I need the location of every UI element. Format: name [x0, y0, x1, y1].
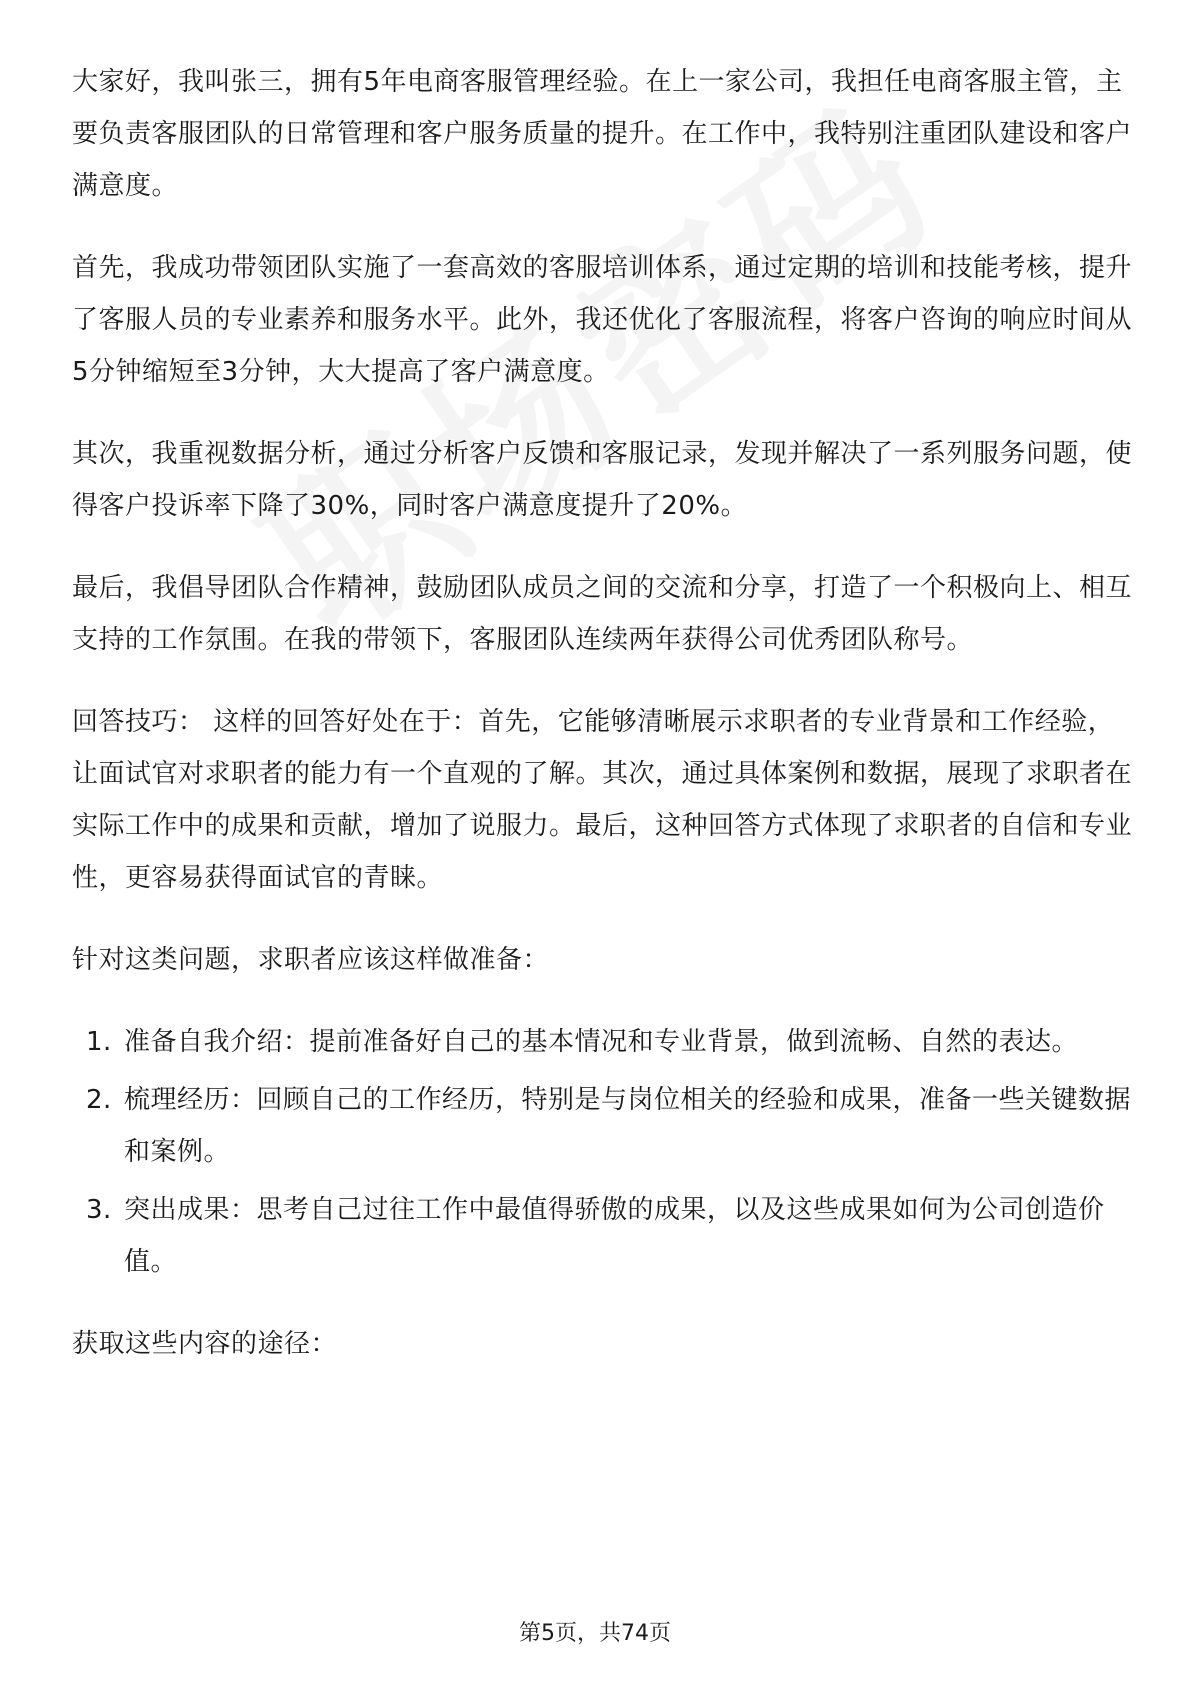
list-item — [72, 1016, 1132, 1068]
document-body — [72, 56, 1132, 1400]
page-footer: 第5页，共74页 — [519, 1621, 671, 1646]
list-number: 1. — [86, 1027, 112, 1057]
paragraph-preparation-heading: 针对这类问题，求职者应该这样做准备： — [72, 945, 550, 975]
list-item — [72, 1074, 1132, 1178]
paragraph-finally: 最后，我倡导团队合作精神，鼓励团队成员之间的交流和分享，打造了一个积极向上、相互支持的工作氛围。在我的带领下，客服团队连续两年获得公司优秀团队称号。 — [72, 573, 1133, 655]
paragraph-intro: 大家好，我叫张三，拥有5年电商客服管理经验。在上一家公司，我担任电商客服主管，主要负责客服团队的日常管理和客户服务质量的提升。在工作中，我特别注重团队建设和客户满意度。 — [72, 67, 1133, 201]
list-item — [72, 1184, 1132, 1288]
list-number: 3. — [86, 1195, 112, 1225]
list-item-text: 准备自我介绍：提前准备好自己的基本情况和专业背景，做到流畅、自然的表达。 — [124, 1027, 1079, 1057]
list-item-text: 梳理经历：回顾自己的工作经历，特别是与岗位相关的经验和成果，准备一些关键数据和案例。 — [124, 1085, 1132, 1167]
paragraph-second: 其次，我重视数据分析，通过分析客户反馈和客服记录，发现并解决了一系列服务问题，使得客户投诉率下降了30%，同时客户满意度提升了20%。 — [72, 439, 1133, 521]
paragraph-answer-tips: 回答技巧： 这样的回答好处在于：首先，它能够清晰展示求职者的专业背景和工作经验，让面试官对求职者的能力有一个直观的了解。其次，通过具体案例和数据，展现了求职者在实际工作中的成果和贡献，增加了说服力。最后，这种回答方式体现了求职者的自信和专业性，更容易获得面试官的青睐。 — [72, 707, 1133, 893]
preparation-list — [72, 1016, 1132, 1288]
paragraph-closing: 获取这些内容的途径： — [72, 1329, 338, 1359]
paragraph-first: 首先，我成功带领团队实施了一套高效的客服培训体系，通过定期的培训和技能考核，提升了客服人员的专业素养和服务水平。此外，我还优化了客服流程，将客户咨询的响应时间从5分钟缩短至3分钟，大大提高了客户满意度。 — [72, 253, 1133, 387]
list-item-text: 突出成果：思考自己过往工作中最值得骄傲的成果，以及这些成果如何为公司创造价值。 — [124, 1195, 1105, 1277]
list-number: 2. — [86, 1085, 112, 1115]
